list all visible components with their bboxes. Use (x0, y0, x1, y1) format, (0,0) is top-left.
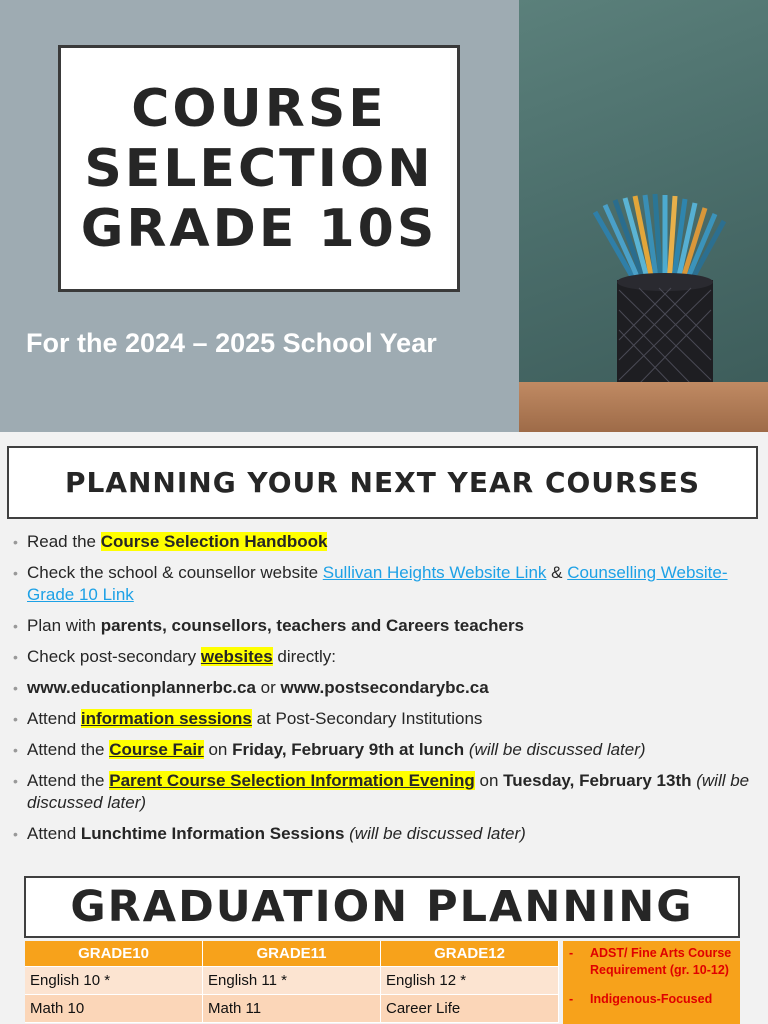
planning-heading-box (7, 446, 758, 519)
lunchtime-sessions: Lunchtime Information Sessions (80, 824, 345, 843)
bullet-text: & (546, 563, 568, 582)
table-cell: Math 10 (25, 995, 203, 1023)
bullet-text: or (255, 678, 281, 697)
course-fair-date: Friday, February 9th at lunch (232, 740, 465, 759)
pencil-cup-photo (519, 0, 768, 432)
planning-slide (0, 434, 768, 866)
sullivan-heights-link[interactable]: Sullivan Heights Website Link (322, 563, 547, 582)
school-year-subtitle: For the 2024 – 2025 School Year (26, 328, 437, 358)
table-cell: English 10 * (25, 967, 203, 995)
table-cell: Career Life (381, 995, 559, 1023)
planning-bullet-list (13, 531, 758, 854)
graduation-heading: GRADUATION PLANNING (70, 882, 694, 932)
bullet-bold: parents, counsellors, teachers and Careers teachers (100, 616, 525, 635)
graduation-table (25, 941, 561, 1023)
bullet-note: (will be discussed later) (27, 771, 750, 812)
note-text: ADST/ Fine Arts Course Requirement (gr. 10-12) (590, 946, 732, 977)
table-cell: Math 11 (203, 995, 381, 1023)
pencil-cup-illustration (519, 0, 768, 432)
table-row (25, 995, 561, 1023)
bullet-note: (will be discussed later) (344, 824, 526, 843)
bullet-handbook (13, 531, 758, 553)
title-slide (0, 0, 768, 432)
column-header: GRADE12 (381, 941, 559, 967)
bullet-lunchtime (13, 823, 758, 845)
info-sessions-highlight: information sessions (80, 709, 252, 728)
graduation-heading-box (24, 876, 740, 938)
parent-evening-date: Tuesday, February 13th (503, 771, 692, 790)
bullet-text: Check the school & counsellor website (27, 563, 323, 582)
bullet-text: Attend (27, 824, 81, 843)
parent-evening-highlight: Parent Course Selection Information Evening (109, 771, 475, 790)
table-cell: English 11 * (203, 967, 381, 995)
graduation-slide (0, 868, 768, 1024)
column-header: GRADE11 (203, 941, 381, 967)
bullet-text: on (203, 740, 233, 759)
bullet-course-fair (13, 739, 758, 761)
bullet-info-sessions (13, 708, 758, 730)
title-box (58, 45, 460, 292)
requirements-note (563, 941, 740, 1024)
note-item (569, 991, 736, 1008)
title-line-1: COURSE (131, 78, 387, 139)
bullet-text: Attend the (27, 740, 110, 759)
bullet-text: Plan with (27, 616, 101, 635)
table-cell: English 12 * (381, 967, 559, 995)
counselling-website-link[interactable]: Counselling Website-Grade 10 Link (27, 563, 728, 604)
column-header: GRADE10 (25, 941, 203, 967)
wooden-desk (519, 382, 768, 432)
note-item (569, 945, 736, 979)
bullet-sites (13, 677, 758, 699)
bullet-text: Attend (27, 709, 81, 728)
bullet-text: Read the (27, 532, 101, 551)
educationplanner-url: www.educationplannerbc.ca (27, 678, 256, 697)
postsecondarybc-url: www.postsecondarybc.ca (280, 678, 489, 697)
title-line-2: SELECTION (84, 138, 434, 199)
planning-heading: PLANNING YOUR NEXT YEAR COURSES (64, 466, 701, 499)
dash-marker: - (569, 946, 574, 960)
bullet-parent-evening (13, 770, 758, 814)
dash-marker: - (569, 992, 574, 1006)
note-text: Indigenous-Focused (590, 992, 713, 1006)
websites-highlight: websites (200, 647, 273, 666)
bullet-text: directly: (272, 647, 336, 666)
course-fair-highlight: Course Fair (109, 740, 204, 759)
bullet-text: Check post-secondary (27, 647, 201, 666)
title-line-3: GRADE 10S (80, 198, 438, 259)
table-row (25, 967, 561, 995)
bullet-website (13, 562, 758, 606)
handbook-highlight: Course Selection Handbook (100, 532, 328, 551)
bullet-note: (will be discussed later) (464, 740, 646, 759)
bullet-post-secondary (13, 646, 758, 668)
bullet-text: Attend the (27, 771, 110, 790)
bullet-text: on (474, 771, 504, 790)
table-header-row (25, 941, 561, 967)
bullet-text: at Post-Secondary Institutions (251, 709, 483, 728)
bullet-plan-with (13, 615, 758, 637)
